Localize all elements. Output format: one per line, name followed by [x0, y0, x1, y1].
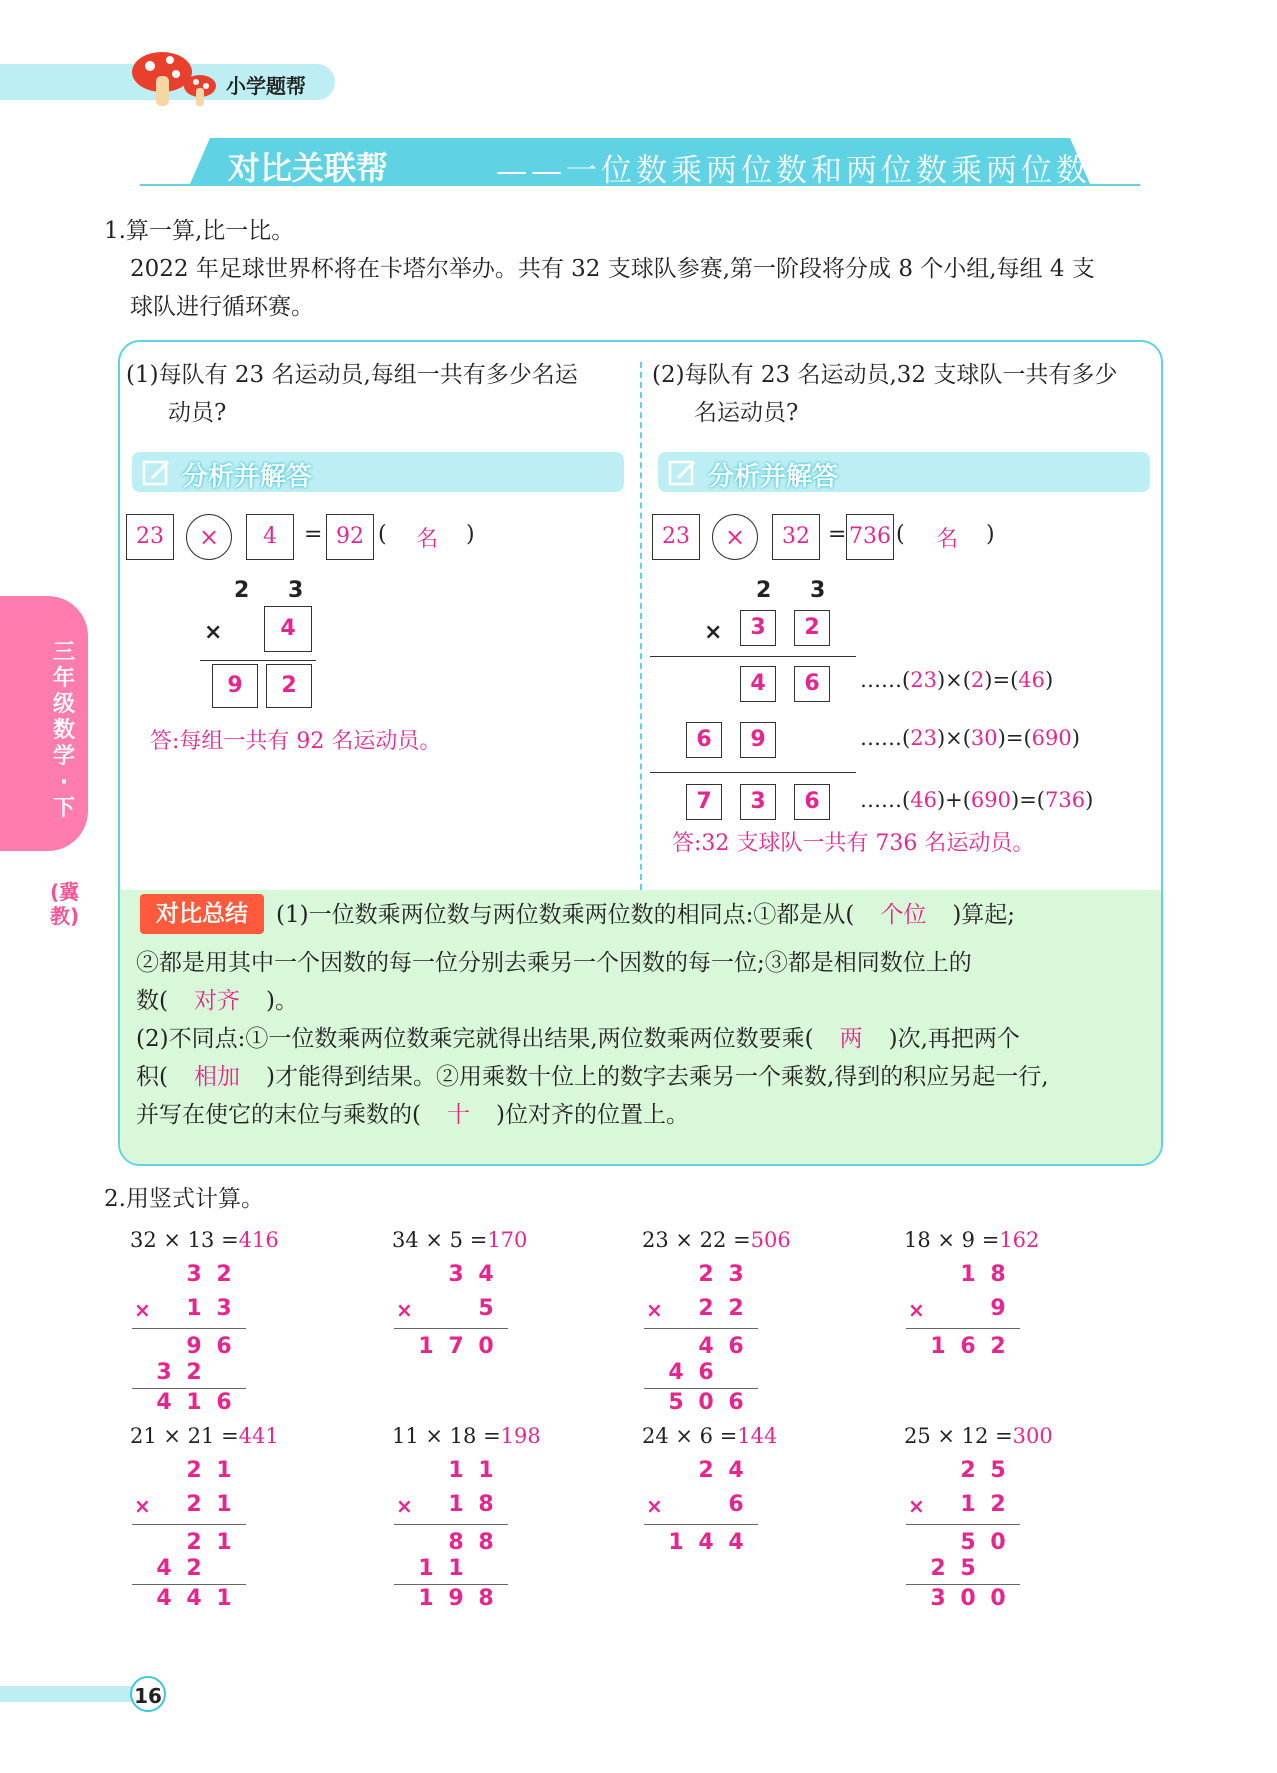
calc-line — [394, 1584, 508, 1585]
calc-row-final: 1 4 4 — [668, 1530, 744, 1555]
calc-line — [644, 1524, 758, 1525]
p2-banner-text: 分析并解答 — [708, 462, 839, 492]
p2-close-paren: ) — [986, 522, 995, 547]
calc-row-p1: 9 6 — [186, 1334, 232, 1359]
summary-line2: ②都是用其中一个因数的每一位分别去乘另一个因数的每一位;③都是相同数位上的 — [136, 950, 972, 976]
calc-times: × — [908, 1494, 925, 1518]
summary-line3: 数( 对齐 )。 — [136, 988, 298, 1014]
calc-problem — [392, 1228, 612, 1359]
grade-label: 三年级数学·下 — [52, 640, 75, 821]
page-number: 16 — [130, 1676, 166, 1712]
pencil-icon — [142, 458, 172, 488]
p2-question-line2: 名运动员? — [694, 400, 799, 426]
calc-times: × — [908, 1298, 925, 1322]
calc-row-mult: 2 1 — [186, 1492, 232, 1517]
q1-intro-line1: 2022 年足球世界杯将在卡塔尔举办。共有 32 支球队参赛,第一阶段将分成 8 个小组,每组 4 支 — [130, 256, 1095, 282]
calc-times: × — [134, 1298, 151, 1322]
column-divider — [640, 362, 642, 890]
calc-row-top: 1 1 — [448, 1458, 494, 1483]
p2-row2-hundreds: 6 — [686, 722, 722, 758]
p1-vert-top-tens: 2 — [234, 578, 250, 603]
calc-row-mult: 1 3 — [186, 1296, 232, 1321]
calc-problem — [642, 1424, 862, 1555]
calc-expression: 32 × 13 =416 — [130, 1228, 279, 1252]
calc-row-mult: 1 2 — [960, 1492, 1006, 1517]
calc-row-top: 2 5 — [960, 1458, 1006, 1483]
p1-open-paren: ( — [378, 522, 387, 547]
p2-row2-tens: 9 — [740, 722, 776, 758]
p2-row1-tens: 4 — [740, 666, 776, 702]
calc-line — [906, 1584, 1020, 1585]
p2-row3-hundreds: 7 — [686, 784, 722, 820]
p2-result: 736 — [846, 514, 894, 560]
calc-row-p1: 5 0 — [960, 1530, 1006, 1555]
calc-row-top: 3 4 — [448, 1262, 494, 1287]
p2-row3-tens: 3 — [740, 784, 776, 820]
calc-problem — [904, 1228, 1124, 1359]
q1-intro-line2: 球队进行循环赛。 — [130, 294, 314, 320]
calc-row-p1: 8 8 — [448, 1530, 494, 1555]
page-title: 对比关联帮 — [228, 149, 389, 187]
p2-row1-ones: 6 — [794, 666, 830, 702]
edition-label: (冀教) — [50, 880, 80, 928]
calc-problem — [904, 1424, 1124, 1611]
p2-vert-line1 — [650, 656, 856, 657]
calc-line — [132, 1328, 246, 1329]
calc-times: × — [646, 1298, 663, 1322]
calc-expression: 18 × 9 =162 — [904, 1228, 1040, 1252]
calc-row-top: 2 4 — [698, 1458, 744, 1483]
p1-vert-top-ones: 3 — [288, 578, 304, 603]
calc-row-mult: 6 — [728, 1492, 744, 1517]
calc-row-top: 2 1 — [186, 1458, 232, 1483]
summary-line4: (2)不同点:①一位数乘两位数乘完就得出结果,两位数乘两位数要乘( 两 )次,再把两个 — [136, 1026, 1020, 1052]
calc-times: × — [134, 1494, 151, 1518]
p2-operator: × — [712, 514, 758, 560]
calc-line — [132, 1388, 246, 1389]
p2-row3-ones: 6 — [794, 784, 830, 820]
calc-line — [132, 1584, 246, 1585]
p1-vert-res-ones: 2 — [266, 664, 312, 708]
calc-times: × — [396, 1298, 413, 1322]
calc-expression: 23 × 22 =506 — [642, 1228, 791, 1252]
p2-unit: 名 — [936, 527, 959, 552]
calc-row-mult: 5 — [478, 1296, 494, 1321]
p1-unit: 名 — [416, 527, 439, 552]
calc-row-mult: 2 2 — [698, 1296, 744, 1321]
summary-line6: 并写在使它的末位与乘数的( 十 )位对齐的位置上。 — [136, 1102, 689, 1128]
calc-row-final: 4 1 6 — [156, 1390, 232, 1415]
p1-question-line1: (1)每队有 23 名运动员,每组一共有多少名运 — [126, 362, 578, 388]
p1-operator: × — [186, 514, 232, 560]
calc-row-final: 1 6 2 — [930, 1334, 1006, 1359]
p1-answer: 答:每组一共有 92 名运动员。 — [150, 729, 442, 754]
p1-vert-mult: 4 — [264, 606, 312, 652]
summary-line5: 积( 相加 )才能得到结果。②用乘数十位上的数字去乘另一个乘数,得到的积应另起一行, — [136, 1064, 1049, 1090]
calc-line — [394, 1524, 508, 1525]
p2-factor-a: 23 — [652, 514, 700, 560]
calc-line — [132, 1524, 246, 1525]
p2-vert-line2 — [650, 772, 856, 773]
p2-open-paren: ( — [896, 522, 905, 547]
calc-row-final: 3 0 0 — [930, 1586, 1006, 1611]
calc-row-top: 3 2 — [186, 1262, 232, 1287]
p1-vert-times: × — [204, 620, 223, 645]
calc-row-top: 2 3 — [698, 1262, 744, 1287]
calc-row-final: 1 7 0 — [418, 1334, 494, 1359]
calc-problem — [642, 1228, 862, 1415]
calc-line — [394, 1328, 508, 1329]
p1-vert-line — [200, 660, 316, 661]
p2-answer: 答:32 支球队一共有 736 名运动员。 — [672, 831, 1035, 856]
calc-row-p1: 4 6 — [698, 1334, 744, 1359]
calc-expression: 21 × 21 =441 — [130, 1424, 279, 1448]
p2-vert-top-tens: 2 — [756, 578, 772, 603]
p2-vert-mult-ones: 2 — [794, 610, 830, 646]
calc-row-p2: 4 6 — [668, 1360, 714, 1385]
q1-heading: 1.算一算,比一比。 — [104, 218, 295, 244]
calc-times: × — [646, 1494, 663, 1518]
p1-banner-text: 分析并解答 — [182, 462, 313, 492]
p2-note3: ……(46)+(690)=(736) — [860, 788, 1094, 812]
page-number-bar — [0, 1686, 140, 1702]
calc-row-p2: 2 5 — [930, 1556, 976, 1581]
calc-problem — [130, 1424, 350, 1611]
p2-factor-b: 32 — [772, 514, 820, 560]
calc-row-p2: 1 1 — [418, 1556, 464, 1581]
p2-vert-times: × — [704, 620, 723, 645]
calc-expression: 25 × 12 =300 — [904, 1424, 1053, 1448]
calc-row-final: 1 9 8 — [418, 1586, 494, 1611]
p2-note1: ……(23)×(2)=(46) — [860, 668, 1054, 692]
brand-name: 小学题帮 — [226, 74, 306, 98]
calc-line — [644, 1328, 758, 1329]
calc-problem — [130, 1228, 350, 1415]
calc-row-p1: 2 1 — [186, 1530, 232, 1555]
calc-expression: 11 × 18 =198 — [392, 1424, 541, 1448]
problem-box — [118, 340, 1163, 1166]
calc-row-top: 1 8 — [960, 1262, 1006, 1287]
calc-row-mult: 9 — [990, 1296, 1006, 1321]
calc-line — [906, 1328, 1020, 1329]
p2-vert-top-ones: 3 — [810, 578, 826, 603]
page-subtitle: ——一位数乘两位数和两位数乘两位数 — [496, 153, 1091, 189]
calc-line — [644, 1388, 758, 1389]
p1-close-paren: ) — [466, 522, 475, 547]
q2-heading: 2.用竖式计算。 — [104, 1186, 264, 1212]
p2-vert-mult-tens: 3 — [740, 610, 776, 646]
p2-equals: = — [828, 522, 847, 547]
p1-question-line2: 动员? — [168, 400, 227, 426]
summary-line1: (1)一位数乘两位数与两位数乘两位数的相同点:①都是从( 个位 )算起; — [276, 902, 1016, 928]
calc-row-p2: 3 2 — [156, 1360, 202, 1385]
calc-expression: 34 × 5 =170 — [392, 1228, 528, 1252]
calc-row-final: 5 0 6 — [668, 1390, 744, 1415]
summary-tag: 对比总结 — [140, 894, 264, 934]
calc-expression: 24 × 6 =144 — [642, 1424, 778, 1448]
mushroom-icon — [128, 46, 228, 112]
calc-line — [906, 1524, 1020, 1525]
pencil-icon — [668, 458, 698, 488]
p1-factor-a: 23 — [126, 514, 174, 560]
p1-equals: = — [304, 522, 323, 547]
calc-problem — [392, 1424, 612, 1611]
p2-note2: ……(23)×(30)=(690) — [860, 726, 1080, 750]
p1-factor-b: 4 — [246, 514, 294, 560]
calc-row-final: 4 4 1 — [156, 1586, 232, 1611]
calc-row-mult: 1 8 — [448, 1492, 494, 1517]
p1-vert-res-tens: 9 — [212, 664, 258, 708]
calc-row-p2: 4 2 — [156, 1556, 202, 1581]
p1-result: 92 — [326, 514, 374, 560]
calc-times: × — [396, 1494, 413, 1518]
p2-question-line1: (2)每队有 23 名运动员,32 支球队一共有多少 — [652, 362, 1118, 388]
